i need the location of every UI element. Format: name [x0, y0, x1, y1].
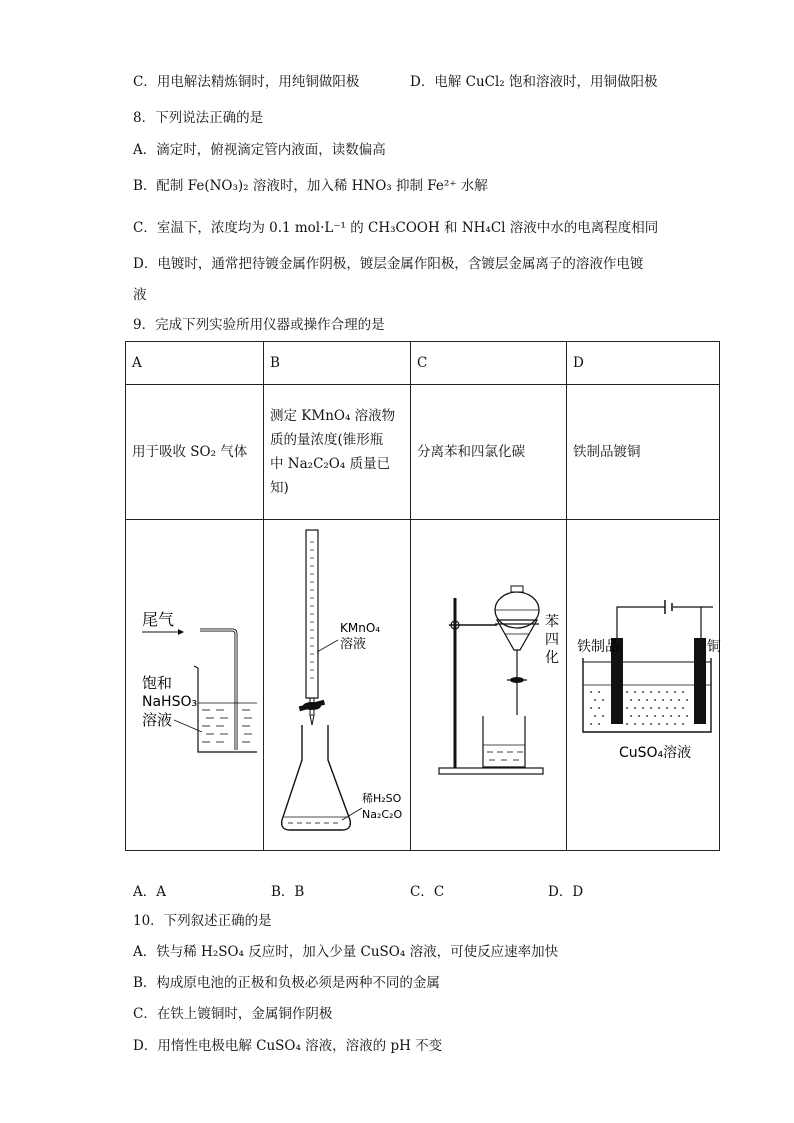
q9-desc-b-line3: 中 Na₂C₂O₄ 质量已 [270, 456, 391, 472]
q9-header-c: C [411, 342, 567, 385]
fig-a-gas-label: 尾气 [142, 610, 175, 629]
gas-absorption-diagram [132, 520, 257, 842]
electroplating-diagram [573, 520, 721, 842]
fig-c-label3: 化 [545, 650, 559, 666]
q9-answer-b[interactable]: B．B [271, 884, 305, 900]
separatory-funnel-diagram [417, 520, 560, 842]
q9-table [125, 341, 720, 851]
fig-d-right-label: 铜 [707, 639, 721, 655]
titration-diagram [270, 520, 404, 842]
q9-answer-d[interactable]: D．D [548, 884, 584, 900]
q9-answer-a[interactable]: A．A [133, 884, 166, 900]
q9-header-b: B [264, 342, 411, 385]
fig-b-burette-label2: 溶液 [340, 637, 367, 652]
fig-d-solution-dots [590, 691, 688, 725]
fig-d-solution-label: CuSO₄溶液 [619, 745, 692, 761]
q9-desc-b-line4: 知) [270, 480, 289, 496]
fig-b-flask-label2: Na₂C₂O [362, 808, 403, 821]
q9-stem: 9．完成下列实验所用仪器或操作合理的是 [133, 317, 385, 333]
q9-desc-a: 用于吸收 SO₂ 气体 [126, 385, 264, 520]
q8-stem: 8．下列说法正确的是 [133, 110, 264, 126]
fig-d-left-label: 铁制品 [577, 639, 619, 655]
q9-header-a: A [126, 342, 264, 385]
q10-option-c: C．在铁上镀铜时，金属铜作阴极 [133, 1006, 333, 1022]
q9-desc-b [264, 385, 411, 520]
q7-option-c: C．用电解法精炼铜时，用纯铜做阳极 [133, 74, 360, 90]
fig-b-flask-label1: 稀H₂SO [362, 792, 402, 805]
fig-a-solution-line3: 溶液 [142, 711, 173, 729]
q9-figure-d [567, 520, 720, 851]
q10-stem: 10．下列叙述正确的是 [133, 913, 272, 929]
q9-desc-b-line1: 测定 KMnO₄ 溶液物 [270, 408, 396, 424]
q10-option-a: A．铁与稀 H₂SO₄ 反应时，加入少量 CuSO₄ 溶液，可使反应速率加快 [133, 944, 559, 960]
q9-desc-d: 铁制品镀铜 [567, 385, 720, 520]
fig-a-solution-line2: NaHSO₃ [142, 694, 198, 710]
q10-option-d: D．用惰性电极电解 CuSO₄ 溶液，溶液的 pH 不变 [133, 1038, 443, 1054]
q8-option-d-line1: D．电镀时，通常把待镀金属作阴极，镀层金属作阳极，含镀层金属离子的溶液作电镀 [133, 256, 644, 272]
q9-answer-c[interactable]: C．C [410, 884, 445, 900]
q9-figure-b [264, 520, 411, 851]
q8-option-b: B．配制 Fe(NO₃)₂ 溶液时，加入稀 HNO₃ 抑制 Fe²⁺ 水解 [133, 178, 488, 194]
q9-figure-c [411, 520, 567, 851]
q8-option-a: A．滴定时，俯视滴定管内液面，读数偏高 [133, 142, 386, 158]
fig-d-copper-electrode [694, 638, 706, 724]
q8-option-d-line2: 液 [133, 287, 147, 303]
fig-c-label1: 苯 [545, 614, 559, 630]
fig-a-solution-line1: 饱和 [142, 674, 173, 692]
q9-desc-b-line2: 质的量浓度(锥形瓶 [270, 432, 384, 448]
fig-b-burette-label1: KMnO₄ [340, 621, 381, 635]
q9-desc-c: 分离苯和四氯化碳 [411, 385, 567, 520]
q10-option-b: B．构成原电池的正极和负极必须是两种不同的金属 [133, 975, 440, 991]
q9-figure-a [126, 520, 264, 851]
fig-c-label2: 四 [545, 632, 559, 648]
q8-option-c: C．室温下，浓度均为 0.1 mol·L⁻¹ 的 CH₃COOH 和 NH₄Cl 溶液中水的电离程度相同 [133, 220, 659, 236]
q7-option-d: D．电解 CuCl₂ 饱和溶液时，用铜做阳极 [410, 74, 658, 90]
q9-header-d: D [567, 342, 720, 385]
